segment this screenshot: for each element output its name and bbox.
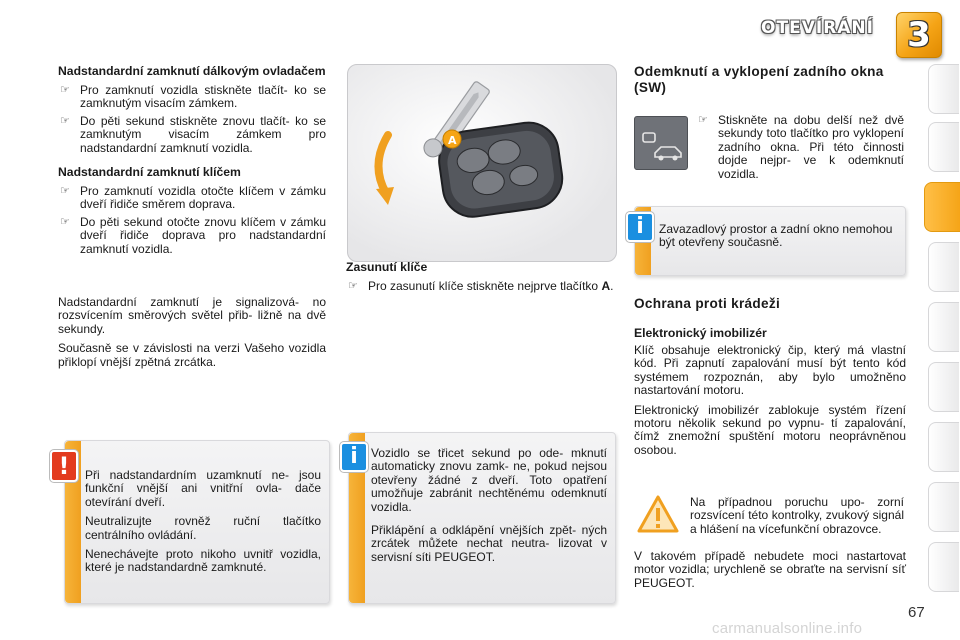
chapter-tab[interactable]: [928, 362, 959, 412]
chapter-tab[interactable]: [928, 422, 959, 472]
pointing-hand-icon: ☞: [60, 84, 70, 96]
section-heading: Zasunutí klíče: [346, 260, 428, 274]
left-paragraphs: [58, 296, 326, 369]
bullet-item: [58, 115, 326, 155]
paragraph: Přiklápění a odklápění vnějších zpět- ných zrcátek můžete nechat neutra- lizovat v servisní síti PEUGEOT.: [371, 523, 607, 564]
warning-box: [64, 440, 330, 604]
pointing-hand-icon: ☞: [348, 280, 358, 292]
chapter-number-badge: [896, 12, 942, 58]
bullet-item: [58, 216, 326, 256]
watermark: carmanualsonline.info: [712, 620, 863, 637]
bullet-text: Pro zasunutí klíče stiskněte nejprve tlačítko: [368, 279, 599, 293]
key-illustration: [347, 64, 617, 262]
paragraph: Na případnou poruchu upo- zorní rozsvícení této kontrolky, zvukový signál a hlášení na vícefunkční obrazovce.: [690, 495, 904, 536]
tailgate-instruction: [696, 114, 904, 181]
paragraph: Nenechávejte proto nikoho uvnitř vozidla, které je nadstandardně zamknuté.: [85, 547, 321, 575]
left-column: [58, 64, 326, 256]
paragraph: Neutralizujte rovněž ruční tlačítko centrálního ovládání.: [85, 514, 321, 542]
bullet-item: [58, 84, 326, 111]
paragraph: Při nadstandardním uzamknutí ne- jsou funkční vnější ani vnitřní ovla- dače otevírání dveří.: [85, 468, 321, 509]
warning-box-text: [85, 469, 321, 575]
paragraph: Klíč obsahuje elektronický čip, který má vlastní kód. Při zapnutí zapalování musí být tento kód systémem rozpoznán, aby bylo umožněno nastartování motoru.: [634, 343, 906, 398]
chapter-tab[interactable]: [928, 64, 959, 114]
button-reference: A: [601, 279, 611, 293]
button-a-label: A: [448, 134, 457, 147]
tailgate-button-icon: [634, 116, 688, 170]
pointing-hand-icon: ☞: [60, 114, 70, 127]
page-number: 67: [908, 604, 925, 621]
paragraph: Současně se v závislosti na verzi Vašeho vozidla přiklopí vnější zpětná zrcátka.: [58, 341, 326, 369]
bullet-item: [346, 280, 616, 293]
paragraph: Nadstandardní zamknutí je signalizová- no rozsvícením směrových světel přib- ližně na dvě sekundy.: [58, 295, 326, 336]
exclamation-icon: !: [50, 450, 78, 482]
info-box: [634, 206, 906, 276]
anti-theft-section: [634, 296, 906, 457]
pointing-hand-icon: ☞: [60, 185, 70, 198]
key-insertion-section: [346, 260, 616, 293]
paragraph: Zavazadlový prostor a zadní okno nemohou být otevřeny současně.: [659, 222, 893, 250]
chapter-tab[interactable]: [928, 482, 959, 532]
bullet-text: Do pěti sekund otočte znovu klíčem v zámku dveří řidiče doprava pro nadstandardní zamknutí vozidla.: [80, 214, 326, 256]
bullet-end: .: [610, 279, 614, 293]
bullet-item: [58, 185, 326, 212]
chapter-title: OTEVÍRÁNÍ: [761, 18, 874, 38]
info-box: [348, 432, 616, 604]
chapter-tab[interactable]: [928, 122, 959, 172]
bullet-item: [696, 114, 904, 181]
section-heading: Nadstandardní zamknutí klíčem: [58, 165, 241, 180]
chapter-tab[interactable]: [928, 302, 959, 352]
chapter-tab[interactable]: [928, 542, 959, 592]
section-heading: Nadstandardní zamknutí dálkovým ovladačem: [58, 64, 326, 78]
bullet-text: Do pěti sekund stiskněte znovu tlačít- ko se zamknutým visacím zámkem pro nadstandardní zamknutí vozidla.: [80, 113, 326, 155]
info-icon: i: [340, 442, 368, 472]
chapter-tab-active[interactable]: [924, 182, 960, 232]
bullet-text: Stiskněte na dobu delší než dvě sekundy toto tlačítko pro vyklopení zadního okna. Při této činnosti dojde nejpr- ve k odemknutí vozidla.: [718, 113, 904, 181]
info-icon: i: [626, 212, 654, 242]
right-column-top: [634, 64, 906, 96]
warning-triangle-icon: [636, 494, 680, 534]
warning-note: [690, 496, 904, 536]
bullet-text: Pro zamknutí vozidla stiskněte tlačít- ko se zamknutým visacím zámkem.: [80, 83, 326, 111]
info-box-text: [659, 223, 895, 250]
key-fob-image: [348, 65, 616, 261]
service-note: [634, 550, 906, 590]
subheading: Elektronický imobilizér: [634, 326, 767, 340]
info-box-text: [371, 447, 607, 564]
section-heading: Odemknutí a vyklopení zadního okna (SW): [634, 64, 884, 95]
bullet-text: Pro zamknutí vozidla otočte klíčem v zámku dveří řidiče směrem doprava.: [80, 184, 326, 212]
pointing-hand-icon: ☞: [698, 114, 708, 126]
pointing-hand-icon: ☞: [60, 215, 70, 228]
paragraph: Vozidlo se třicet sekund po ode- mknutí automaticky znovu zamk- ne, pokud nejsou otevřeny žádné z dveří. Toto opatření umožňuje zabránit nechtěnému odemknutí vozidla.: [371, 446, 607, 514]
chapter-tab[interactable]: [928, 242, 959, 292]
section-heading: Ochrana proti krádeži: [634, 296, 781, 311]
chapter-tab-rail: [928, 64, 960, 624]
chapter-number: 3: [907, 15, 931, 55]
paragraph: Elektronický imobilizér zablokuje systém řízení motoru několik sekund po vypnu- tí zapalování, čímž znemožní spuštění motoru neoprávněnou osobou.: [634, 402, 906, 457]
paragraph: V takovém případě nebudete moci nastartovat motor vozidla; urychleně se obraťte na servisní síť PEUGEOT.: [634, 549, 906, 590]
